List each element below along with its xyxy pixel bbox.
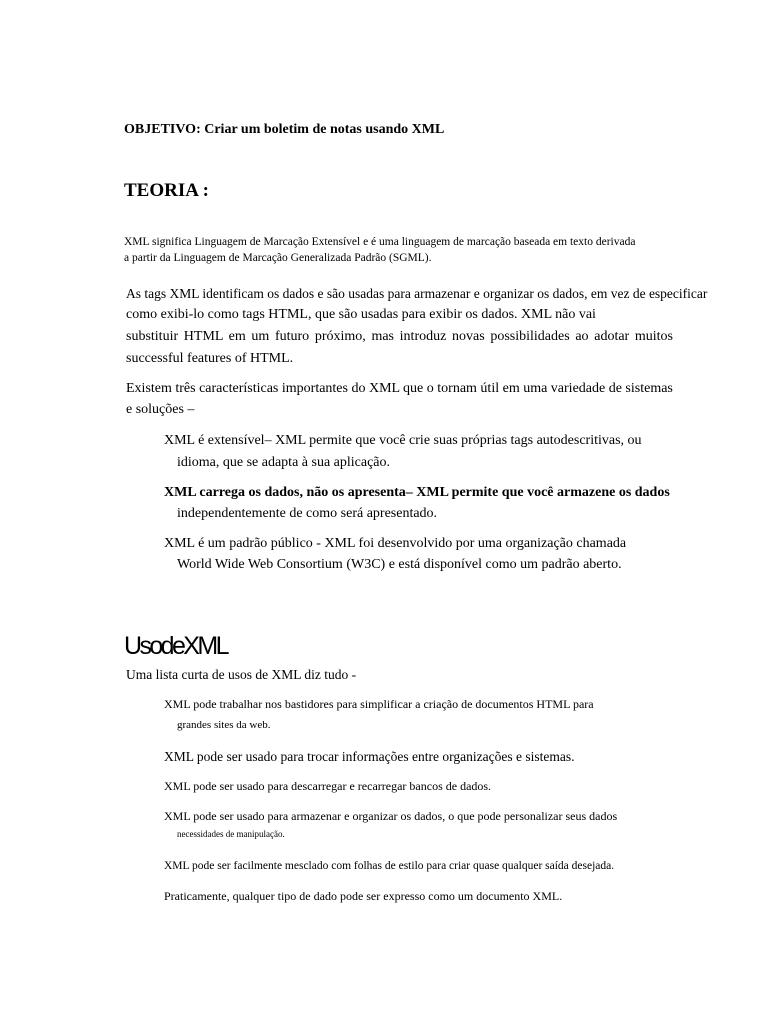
intro-line: XML significa Linguagem de Marcação Extensível e é uma linguagem de marcação baseada em texto derivada bbox=[124, 236, 636, 248]
list-item-text: XML pode ser usado para armazenar e organizar os dados, o que pode personalizar seus dados bbox=[164, 809, 618, 823]
list-item-text: XML carrega os dados, não os apresenta– XML permite que você armazene os dados bbox=[164, 485, 670, 500]
list-item-text: XML pode ser usado para descarregar e recarregar bancos de dados. bbox=[164, 779, 492, 793]
list-item bbox=[151, 810, 617, 822]
list-item-continuation: idioma, que se adapta à sua aplicação. bbox=[177, 455, 391, 470]
list-item-text: XML é extensível– XML permite que você crie suas próprias tags autodescritivas, ou bbox=[164, 433, 642, 448]
paragraph-line: successful features of HTML. bbox=[126, 351, 294, 366]
paragraph-line: As tags XML identificam os dados e são usadas para armazenar e organizar os dados, em vez de especificar bbox=[126, 286, 708, 301]
list-item-continuation: grandes sites da web. bbox=[177, 719, 271, 731]
objective-heading: OBJETIVO: Criar um boletim de notas usando XML bbox=[124, 122, 445, 137]
list-item bbox=[151, 861, 614, 873]
list-item-continuation: necessidades de manipulação. bbox=[177, 829, 285, 839]
list-item bbox=[151, 750, 574, 764]
list-item bbox=[151, 434, 642, 448]
paragraph-line: como exibi-lo como tags HTML, que são usadas para exibir os dados. XML não vai bbox=[126, 307, 596, 322]
list-item bbox=[151, 890, 562, 902]
list-item bbox=[151, 537, 626, 551]
paragraph-line: Existem três características importantes do XML que o tornam útil em uma variedade de sistemas bbox=[126, 381, 673, 396]
list-item-text: Praticamente, qualquer tipo de dado pode ser expresso como um documento XML. bbox=[164, 889, 563, 903]
list-item bbox=[151, 698, 594, 710]
uses-intro: Uma lista curta de usos de XML diz tudo - bbox=[126, 667, 357, 682]
theory-heading: TEORIA : bbox=[124, 180, 209, 201]
list-item-text: XML pode trabalhar nos bastidores para simplificar a criação de documentos HTML para bbox=[164, 697, 594, 711]
intro-line: a partir da Linguagem de Marcação Generalizada Padrão (SGML). bbox=[124, 252, 432, 264]
paragraph-line: substituir HTML em um futuro próximo, mas introduz novas possibilidades ao adotar muitos bbox=[126, 329, 673, 344]
list-item-continuation: independentemente de como será apresentado. bbox=[177, 506, 438, 521]
uses-heading: UsodeXML bbox=[124, 632, 227, 660]
list-item bbox=[151, 780, 491, 792]
paragraph-line: e soluções – bbox=[126, 402, 195, 417]
list-item bbox=[151, 486, 670, 500]
list-item-text: XML pode ser facilmente mesclado com folhas de estilo para criar quase qualquer saída desejada. bbox=[164, 860, 615, 872]
list-item-text: XML pode ser usado para trocar informações entre organizações e sistemas. bbox=[164, 749, 575, 764]
list-item-continuation: World Wide Web Consortium (W3C) e está disponível como um padrão aberto. bbox=[177, 557, 622, 572]
list-item-text: XML é um padrão público - XML foi desenvolvido por uma organização chamada bbox=[164, 536, 627, 551]
